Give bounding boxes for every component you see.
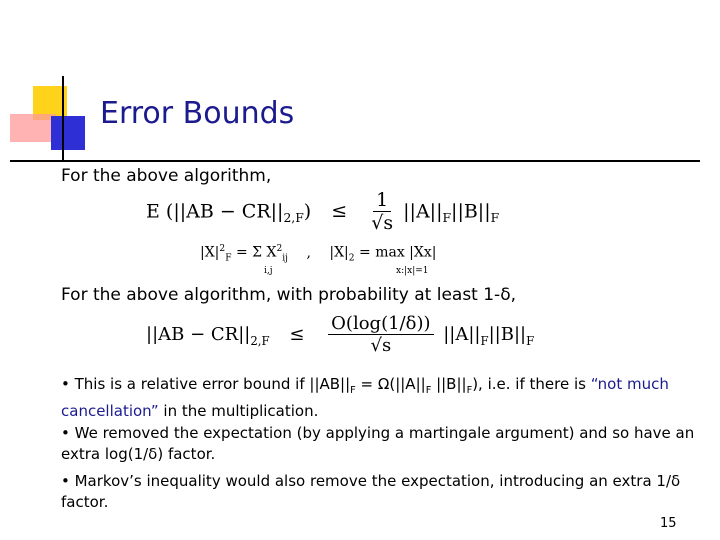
intro-line-1: For the above algorithm, bbox=[61, 166, 272, 186]
eq2-frobenius-sup: 2 bbox=[219, 244, 226, 254]
eq3-rhs-sub2: F bbox=[526, 333, 535, 348]
eq1-numerator: 1 bbox=[373, 190, 391, 212]
deco-red-square bbox=[10, 114, 56, 142]
eq1-rhs-b: ||B|| bbox=[451, 200, 491, 223]
eq2-frobenius-sub: F bbox=[225, 253, 232, 264]
eq2-spectral: |X| bbox=[329, 244, 349, 261]
bullet1-part-e: in the multiplication. bbox=[158, 402, 319, 420]
slide-title: Error Bounds bbox=[100, 96, 295, 131]
title-rule bbox=[10, 160, 700, 162]
eq1-denominator: √s bbox=[371, 211, 394, 234]
eq2-sum: = Σ X bbox=[231, 244, 277, 261]
eq2-separator: , bbox=[306, 244, 311, 261]
eq1-fraction bbox=[371, 190, 393, 235]
eq3-rhs-b: ||B|| bbox=[488, 324, 527, 346]
eq3-relation: ≤ bbox=[289, 324, 305, 346]
eq3-fraction bbox=[328, 314, 433, 356]
bullet1-part-c: ||B|| bbox=[431, 375, 467, 393]
eq2-frobenius: |X| bbox=[200, 244, 220, 261]
deco-vertical-line bbox=[62, 76, 64, 160]
eq2-sum-sub: ij bbox=[282, 253, 288, 264]
equation-expectation-bound bbox=[146, 190, 499, 235]
eq3-rhs-a: ||A|| bbox=[443, 324, 481, 346]
eq2-spectral-sub: 2 bbox=[348, 253, 355, 264]
equation-probability-bound bbox=[146, 314, 534, 356]
page-number: 15 bbox=[660, 516, 677, 531]
bullet1-sub2: F bbox=[425, 385, 432, 396]
bullet1-sub1: F bbox=[350, 385, 356, 396]
eq2-max-index: x:|x|=1 bbox=[396, 266, 429, 276]
bullet1-part-a: • This is a relative error bound if ||AB|| bbox=[61, 375, 351, 393]
eq3-lhs-sub: 2,F bbox=[250, 333, 270, 348]
eq3-numerator: O(log(1/δ)) bbox=[328, 314, 433, 335]
bullet1-part-d: ), i.e. if there is bbox=[472, 375, 591, 393]
eq3-denominator: √s bbox=[370, 334, 392, 356]
eq2-sum-index: i,j bbox=[264, 266, 273, 276]
eq1-lhs-close: ) bbox=[303, 200, 312, 223]
eq1-rhs-sub2: F bbox=[490, 211, 500, 226]
deco-blue-square bbox=[51, 116, 85, 150]
equation-norm-definitions bbox=[200, 244, 437, 276]
bullet-markov: • Markov’s inequality would also remove the expectation, introducing an extra 1/δ factor. bbox=[61, 472, 681, 511]
eq2-sum-sup: 2 bbox=[276, 244, 283, 254]
eq3-rhs-sub1: F bbox=[480, 333, 489, 348]
intro-line-2: For the above algorithm, with probability at least 1-δ, bbox=[61, 285, 516, 305]
eq3-lhs: ||AB − CR|| bbox=[146, 324, 251, 346]
eq1-lhs: E (||AB − CR|| bbox=[146, 200, 284, 223]
bullet-relative-error bbox=[61, 374, 701, 422]
eq1-rhs-a: ||A|| bbox=[403, 200, 443, 223]
eq1-relation: ≤ bbox=[331, 200, 348, 223]
bullet1-highlight: “not much cancellation” bbox=[61, 375, 669, 420]
bullet-martingale: • We removed the expectation (by applying a martingale argument) and so have an extra log(1/δ) factor. bbox=[61, 424, 695, 463]
eq2-max: = max |Xx| bbox=[354, 244, 437, 261]
bullet1-part-b: = Ω(||A|| bbox=[355, 375, 426, 393]
eq1-rhs-sub1: F bbox=[442, 211, 452, 226]
eq1-lhs-sub: 2,F bbox=[283, 211, 304, 226]
bullet1-sub3: F bbox=[466, 385, 473, 396]
